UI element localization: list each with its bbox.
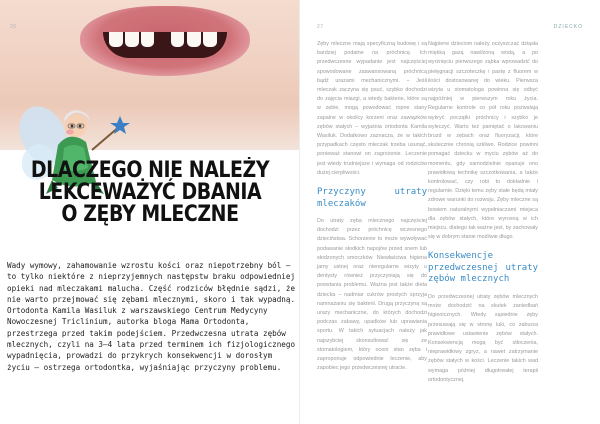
page-number-right: 27 [317, 24, 324, 30]
right-page [300, 0, 600, 424]
body-paragraph: Do utraty zęba mlecznego najczęściej dochodzi przez próchnicę wczesnego dzieciństwa. Schorzenie to może wywoływać podawanie słodkich napojów przed snem lub słodzonych smoczków. Niewłaściwa higiena jamy ustnej oraz nieregularne wizyty u dentysty również przyczyniają się do powstania problemu. Ważna jest także dieta dziecka – nadmiar cukrów prostych sprzyja namnażaniu się bakterii. Drugą przyczyną są urazy mechaniczne, do których dochodzi podczas zabawy, upadków lub uprawiania sportu. W takich sytuacjach należy jak najszybciej skonsultować się ze stomatologiem, który oceni stan zęba i zaproponuje odpowiednie leczenie, aby zapobiec jego przedwczesnej utracie. [317, 218, 427, 372]
body-paragraph: Zęby mleczne mają specyficzną budowę i są bardziej podatne na próchnicę. Ich przedwczesne wypadanie jest najczęściej spowodowane zaawansowaną próchnicą bądź urazami mechanicznymi. – Jeśli mleczak zaczyna się psuć, szybko dochodzi do zajęcia miazgi, a wtedy bakterie, które są w zębie, mogą powodować ropne stany zapalne w okolicy korzeni oraz zawiązków zębów stałych – wyjaśnia ortodonta Kamila Wasiluk. Dodatkowo zaznacza, że w takich przypadkach często mleczak trzeba usunąć, ponieważ stanowi on zagrożenie. Leczenie jest wtedy trudniejsze i wymaga od rodziców dużej cierpliwości. [317, 41, 427, 176]
mouth-image [103, 32, 227, 58]
article-headline [28, 160, 272, 226]
headline-line: LEKCEWAŻYĆ DBANIA [38, 180, 262, 205]
lead-paragraph: Wady wymowy, zahamowanie wzrostu kości oraz niepotrzebny ból – to tylko niektóre z nieprzyjemnych następstw braku odpowiedniej opieki nad mleczakami malucha. Część rodziców błędnie sądzi, że nie warto przejmować się zębami mlecznymi, skoro i tak wypadną. Ortodonta Kamila Wasiluk z warszawskiego Centrum Medycyny Nowoczesnej Triclinium, autorka bloga Mama Ortodonta, przestrzega przed takim podejściem. Przedwczesna utrata zębów mlecznych, czyli na 3–4 lata przed terminem ich fizjologicznego wypadnięcia, prowadzi do przykrych konsekwencji w dorosłym życiu – ostrzega ortodontka, wyjaśniając przyczyny problemu. [7, 261, 296, 372]
article-lead [7, 260, 297, 373]
section-label: DZIECKO [553, 24, 583, 30]
body-paragraph: Najpierw dzieciom należy oczyszczać dziąsła miękką gazą nawilżoną wodą, a po wyrżnięciu pierwszego ząbka wprowadzić do pielęgnacji szczoteczkę i pastę z fluorem w ilości dostosowanej do wieku. Pierwsza wizyta u stomatologa powinna się odbyć najpóźniej w pierwszym roku życia. Regularne kontrole co pół roku pozwalają wykryć początki próchnicy i szybko je wyleczyć. Warto też pamiętać o lakowaniu bruzd w zębach oraz fluoryzacji, które skutecznie chronią szkliwo. Rodzice powinni pomagać dziecku w myciu zębów aż do momentu, gdy samodzielnie opanuje ono prawidłową technikę szczotkowania, a także kontrolować, czy robi to dokładnie i regularnie. Dzięki temu zęby stałe będą miały zdrowe warunki do rozwoju. Zęby mleczne są bowiem naturalnymi wypełniaczami miejsca dla zębów stałych, które wyrosną w ich miejscu, dlatego tak ważne jest, by zachowały się w dobrym stanie możliwie długo. [428, 41, 538, 241]
page-number-left: 26 [10, 24, 17, 30]
body-paragraph: Do przedwczesnej utraty zębów mlecznych może dochodzić na skutek zaniedbań higienicznych. Wtedy sąsiednie zęby przesuwają się w stronę luki, co zaburza prawidłowe ustawienie zębów stałych. Konsekwencją mogą być stłoczenia, nieprawidłowy zgryz, a nawet zatrzymanie zębów stałych w kości. Leczenie takich wad wymaga później długotrwałej terapii ortodontycznej. [428, 293, 538, 383]
headline-line: DLACZEGO NIE NALEŻY [30, 158, 270, 183]
text-column-2 [428, 40, 538, 385]
subheading: Przyczyny utraty mleczaków [317, 187, 427, 209]
text-column-1 [317, 40, 427, 374]
headline-line: O ZĘBY MLECZNE [61, 202, 239, 227]
subheading: Konsekwencje przedwczesnej utraty zębów mlecznych [428, 251, 538, 285]
